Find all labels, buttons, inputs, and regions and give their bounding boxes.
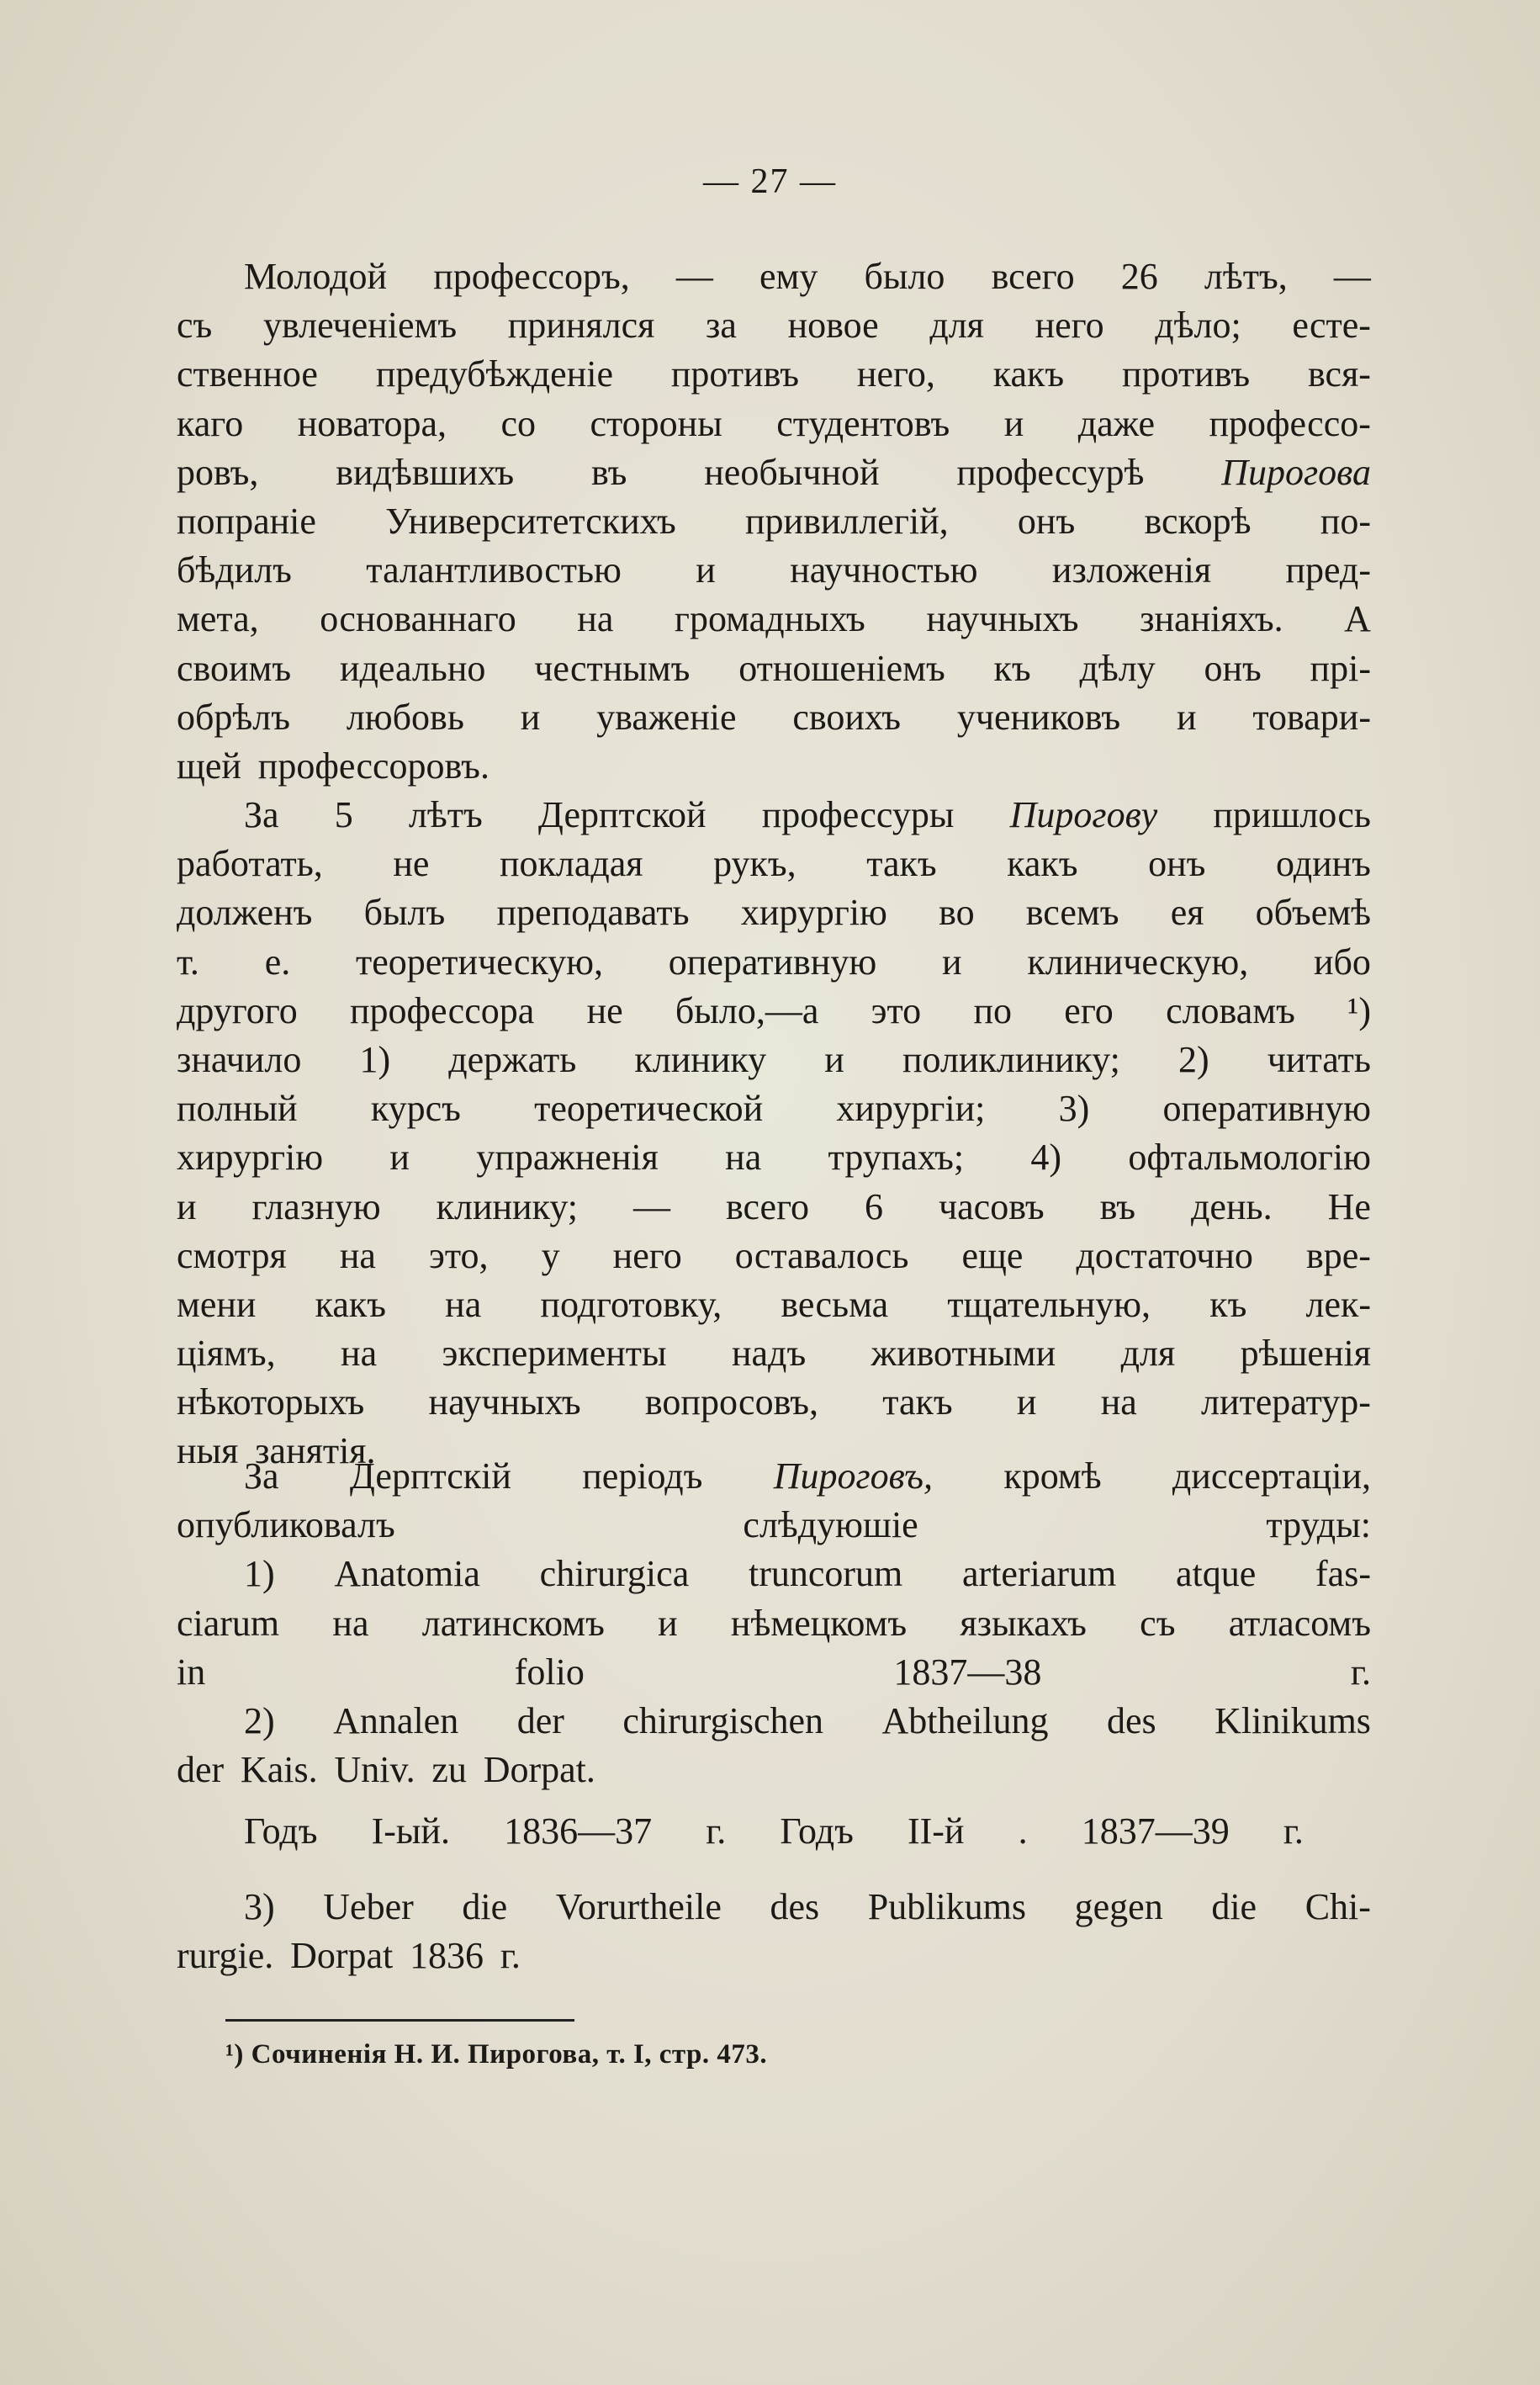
word: е. <box>264 941 291 983</box>
word: Univ. <box>334 1749 415 1791</box>
word: Dorpat <box>290 1935 394 1977</box>
word: для <box>1120 1333 1176 1375</box>
word: него <box>1035 305 1104 347</box>
word: лѣтъ <box>408 794 483 835</box>
text-line <box>177 301 1371 350</box>
text-line <box>177 1932 1371 1980</box>
word: г. <box>706 1810 727 1852</box>
word: die <box>462 1886 508 1927</box>
word: на <box>445 1283 482 1325</box>
word: научныхъ <box>926 598 1079 640</box>
word: ¹) <box>1347 989 1371 1031</box>
word: есте- <box>1292 305 1371 347</box>
text-line <box>177 840 1371 888</box>
word: труды: <box>1266 1504 1371 1546</box>
word: по- <box>1320 500 1371 542</box>
word: Kais. <box>240 1749 318 1791</box>
word: профессуры <box>761 794 955 835</box>
word: пришлось <box>1213 794 1371 835</box>
footnote: ¹) Сочиненія Н. И. Пирогова, т. I, стр. 473. <box>225 2039 768 2070</box>
word: это, <box>429 1234 489 1276</box>
word: Dorpat. <box>483 1749 595 1791</box>
word: на <box>339 1234 376 1276</box>
word: видѣвшихъ <box>336 451 515 493</box>
text-line <box>177 693 1371 742</box>
text-line <box>177 1280 1371 1329</box>
word: съ <box>1140 1602 1176 1644</box>
word: нѣкоторыхъ <box>177 1381 365 1423</box>
footnote-divider <box>225 2019 574 2022</box>
word: на <box>341 1333 378 1375</box>
word: офтальмологію <box>1128 1137 1371 1179</box>
word: въ <box>1099 1185 1136 1227</box>
word: у <box>541 1234 560 1276</box>
word: вопросовъ, <box>644 1381 818 1423</box>
word: хирургію <box>740 892 887 934</box>
word: мета, <box>177 598 259 640</box>
word: gegen <box>1074 1886 1163 1927</box>
word: одинъ <box>1275 843 1371 885</box>
word: 1) <box>359 1038 391 1080</box>
text-line <box>177 1183 1371 1232</box>
word: по <box>973 989 1013 1031</box>
word: читать <box>1267 1038 1371 1080</box>
word: Publikums <box>867 1886 1027 1927</box>
word: ciarum <box>177 1602 280 1644</box>
word: оставалось <box>734 1234 909 1276</box>
word: преподавать <box>496 892 690 934</box>
word: Abtheilung <box>881 1699 1049 1741</box>
word: весьма <box>781 1283 889 1325</box>
word: какъ <box>992 353 1065 395</box>
word: г. <box>1350 1651 1371 1693</box>
word: надъ <box>731 1333 807 1375</box>
word: отношеніемъ <box>738 647 945 689</box>
word: въ <box>590 451 627 493</box>
word: — <box>1333 256 1371 297</box>
word: основаннаго <box>320 598 516 640</box>
word: онъ <box>1204 647 1262 689</box>
word: уваженіе <box>596 696 737 738</box>
word: громадныхъ <box>674 598 865 640</box>
text-line <box>177 1329 1371 1378</box>
word: и <box>177 1185 197 1227</box>
word: какъ <box>1007 843 1078 885</box>
word: идеально <box>339 647 486 689</box>
word: Годъ <box>244 1810 318 1852</box>
text-line <box>177 1599 1371 1648</box>
word: слѣдуюшіе <box>743 1504 918 1546</box>
word: хирургіи; <box>836 1088 986 1130</box>
word: атласомъ <box>1228 1602 1371 1644</box>
word: ему <box>759 256 818 297</box>
word: всемъ <box>1025 892 1119 934</box>
word: тщательную, <box>947 1283 1151 1325</box>
text-line <box>177 1648 1371 1697</box>
word: каго <box>177 402 244 444</box>
word: на <box>725 1137 762 1179</box>
word: За <box>244 794 279 835</box>
word: 1837—38 <box>893 1651 1042 1693</box>
word: новое <box>787 305 879 347</box>
word: эксперименты <box>442 1333 667 1375</box>
word: курсъ <box>370 1088 461 1130</box>
word: занятія. <box>255 1430 376 1472</box>
word: бѣдилъ <box>177 549 292 591</box>
word: обрѣлъ <box>177 696 290 738</box>
text-line <box>177 595 1371 644</box>
text-line <box>177 546 1371 595</box>
word: на <box>577 598 614 640</box>
word: своихъ <box>792 696 901 738</box>
word: не <box>393 843 430 885</box>
word: zu <box>431 1749 467 1791</box>
word: значило <box>177 1038 302 1080</box>
word: новатора, <box>297 402 447 444</box>
word: оперативную <box>1162 1088 1371 1130</box>
word: студентовъ <box>776 402 950 444</box>
word: на <box>332 1602 369 1644</box>
word: періодъ <box>582 1455 703 1497</box>
word: ея <box>1170 892 1204 934</box>
word: стороны <box>590 402 722 444</box>
word: in <box>177 1651 206 1693</box>
word: товари- <box>1252 696 1371 738</box>
word: какъ <box>315 1283 386 1325</box>
word: во <box>939 892 975 934</box>
word: вся- <box>1308 353 1371 395</box>
word: всего <box>991 256 1075 297</box>
word: des <box>1106 1699 1156 1741</box>
word: 2) <box>1177 1038 1209 1080</box>
word: г. <box>500 1935 521 1977</box>
word: еще <box>961 1234 1024 1276</box>
word: За <box>244 1455 279 1497</box>
word: покладая <box>499 843 643 885</box>
word: 1836 <box>410 1935 484 1977</box>
word: за <box>706 305 737 347</box>
word: такъ <box>882 1381 953 1423</box>
word: Пироговъ, <box>773 1455 934 1497</box>
text-line <box>177 497 1371 546</box>
word: der <box>177 1749 225 1791</box>
word: литератур- <box>1201 1381 1371 1423</box>
text-line <box>177 1550 1371 1598</box>
word: глазную <box>251 1185 381 1227</box>
word: 3) <box>1058 1088 1090 1130</box>
text-line <box>177 1036 1371 1084</box>
text-line <box>177 1378 1371 1427</box>
word: теоретическую, <box>356 941 603 983</box>
word: Дерптской <box>537 794 706 835</box>
word: клинику <box>634 1038 767 1080</box>
word: и <box>1016 1381 1037 1423</box>
word: кромѣ <box>1003 1455 1102 1497</box>
word: работать, <box>177 843 323 885</box>
word: 6 <box>865 1185 884 1227</box>
word: изложенія <box>1051 549 1212 591</box>
text-line <box>177 1501 1371 1550</box>
word: рукъ, <box>713 843 796 885</box>
paragraph-publications <box>177 1452 1371 1794</box>
text-line <box>177 252 1371 301</box>
text-line <box>177 1452 1371 1501</box>
text-line <box>177 938 1371 987</box>
word: des <box>770 1886 820 1927</box>
word: него, <box>856 353 935 395</box>
word: arteriarum <box>962 1553 1117 1595</box>
text-line <box>177 1746 1371 1794</box>
word: необычной <box>704 451 880 493</box>
word: знаніяхъ. <box>1140 598 1283 640</box>
word: объемѣ <box>1255 892 1371 934</box>
word: животными <box>871 1333 1056 1375</box>
text-line <box>177 742 1371 791</box>
word: языкахъ <box>960 1602 1087 1644</box>
word: противъ <box>1121 353 1251 395</box>
word: . <box>1018 1810 1028 1852</box>
word: fas- <box>1315 1553 1371 1595</box>
word: Университетскихъ <box>385 500 676 542</box>
word: der <box>516 1699 564 1741</box>
word: Klinikums <box>1215 1699 1371 1741</box>
text-line <box>177 1084 1371 1133</box>
word: профессора <box>350 989 535 1031</box>
paragraph-five-years <box>177 791 1371 1476</box>
word: честнымъ <box>534 647 691 689</box>
word: 1837—39 <box>1081 1810 1230 1852</box>
word: профессо- <box>1209 402 1371 444</box>
text-line <box>177 1807 1371 1856</box>
word: любовь <box>346 696 464 738</box>
word: Молодой <box>244 256 388 297</box>
word: учениковъ <box>956 696 1121 738</box>
word: научностью <box>790 549 978 591</box>
word: клинику; <box>436 1185 578 1227</box>
word: диссертаціи, <box>1172 1455 1371 1497</box>
word: 26 <box>1120 256 1158 297</box>
word: латинскомъ <box>421 1602 605 1644</box>
word: 3) <box>244 1886 275 1927</box>
paragraph-ueber-vorurtheile <box>177 1883 1371 1980</box>
word: нѣмецкомъ <box>730 1602 908 1644</box>
word: 5 <box>334 794 353 835</box>
word: со <box>500 402 537 444</box>
word: попраніе <box>177 500 316 542</box>
text-line <box>177 1232 1371 1280</box>
word: ственное <box>177 353 318 395</box>
word: г. <box>1283 1810 1304 1852</box>
word: талантливостью <box>366 549 622 591</box>
word: подготовку, <box>540 1283 722 1325</box>
word: Ueber <box>323 1886 414 1927</box>
word: Vorurtheile <box>555 1886 722 1927</box>
word: оперативную <box>668 941 877 983</box>
word: щей <box>177 745 241 787</box>
word: и <box>658 1602 678 1644</box>
word: словамъ <box>1166 989 1295 1031</box>
text-line <box>177 888 1371 937</box>
word: Chi- <box>1305 1886 1371 1927</box>
word: часовъ <box>939 1185 1045 1227</box>
word: увлеченіемъ <box>262 305 458 347</box>
word: die <box>1211 1886 1257 1927</box>
word: Пирогову <box>1009 794 1158 835</box>
text-line <box>177 448 1371 497</box>
word: не <box>586 989 623 1031</box>
word: него <box>612 1234 682 1276</box>
word: — <box>632 1185 670 1227</box>
text-line <box>177 1883 1371 1932</box>
word: было <box>864 256 945 297</box>
word: онъ <box>1148 843 1206 885</box>
word: лѣтъ, <box>1204 256 1288 297</box>
word: было,—а <box>675 989 819 1031</box>
word: truncorum <box>748 1553 903 1595</box>
word: профессурѣ <box>956 451 1145 493</box>
word: поликлинику; <box>902 1038 1120 1080</box>
word: и <box>824 1038 844 1080</box>
word: долженъ <box>177 892 313 934</box>
word: другого <box>177 989 298 1031</box>
word: противъ <box>670 353 800 395</box>
text-line <box>177 987 1371 1036</box>
word: folio <box>514 1651 585 1693</box>
word: Anatomia <box>334 1553 480 1595</box>
year-line <box>177 1807 1371 1856</box>
word: хирургію <box>177 1137 324 1179</box>
word: II-й <box>907 1810 965 1852</box>
word: Годъ <box>780 1810 854 1852</box>
word: предубѣжденіе <box>375 353 614 395</box>
word: вре- <box>1305 1234 1371 1276</box>
word: принялся <box>507 305 655 347</box>
word: трупахъ; <box>828 1137 965 1179</box>
word: chirurgischen <box>622 1699 824 1741</box>
page-number: — 27 — <box>703 162 837 201</box>
word: Annalen <box>333 1699 459 1741</box>
word: Пирогова <box>1221 451 1371 493</box>
text-line <box>177 791 1371 840</box>
word: держать <box>448 1038 577 1080</box>
word: пред- <box>1285 549 1371 591</box>
word: это <box>871 989 922 1031</box>
text-line <box>177 1133 1371 1182</box>
word: Дерптскій <box>349 1455 511 1497</box>
word: ціямъ, <box>177 1333 276 1375</box>
word: atque <box>1175 1553 1257 1595</box>
word: прі- <box>1310 647 1371 689</box>
word: такъ <box>866 843 937 885</box>
paragraph-young-professor <box>177 252 1371 791</box>
word: научныхъ <box>428 1381 581 1423</box>
word: для <box>929 305 984 347</box>
word: rurgie. <box>177 1935 274 1977</box>
word: смотря <box>177 1234 287 1276</box>
word: и <box>942 941 962 983</box>
word: и <box>1003 402 1024 444</box>
word: профессоровъ. <box>257 745 490 787</box>
word: и <box>696 549 716 591</box>
word: опубликовалъ <box>177 1504 395 1546</box>
word: т. <box>177 941 199 983</box>
word: всего <box>725 1185 810 1227</box>
word: профессоръ, <box>433 256 630 297</box>
word: привиллегій, <box>744 500 949 542</box>
word: и <box>389 1137 410 1179</box>
word: день. <box>1191 1185 1273 1227</box>
text-line <box>177 1697 1371 1746</box>
word: дѣло; <box>1155 305 1241 347</box>
word: своимъ <box>177 647 292 689</box>
word: и <box>1177 696 1197 738</box>
word: 1836—37 <box>504 1810 653 1852</box>
word: его <box>1064 989 1114 1031</box>
word: дѣлу <box>1079 647 1156 689</box>
word: 4) <box>1030 1137 1062 1179</box>
word: Не <box>1327 1185 1371 1227</box>
word: упражненія <box>476 1137 659 1179</box>
text-line <box>177 644 1371 693</box>
word: былъ <box>363 892 446 934</box>
word: мени <box>177 1283 257 1325</box>
word: онъ <box>1017 500 1076 542</box>
word: I-ый. <box>371 1810 450 1852</box>
word: даже <box>1077 402 1156 444</box>
word: теоретической <box>534 1088 764 1130</box>
text-line <box>177 400 1371 448</box>
word: А <box>1344 598 1371 640</box>
word: клиническую, <box>1027 941 1249 983</box>
word: рѣшенія <box>1240 1333 1371 1375</box>
word: достаточно <box>1076 1234 1253 1276</box>
word: ровъ, <box>177 451 259 493</box>
word: — <box>675 256 713 297</box>
word: ибо <box>1314 941 1371 983</box>
word: вскорѣ <box>1144 500 1252 542</box>
word: съ <box>177 305 213 347</box>
word: на <box>1100 1381 1137 1423</box>
word: къ <box>1209 1283 1247 1325</box>
word: 1) <box>244 1553 275 1595</box>
word: 2) <box>244 1699 275 1741</box>
word: chirurgica <box>539 1553 690 1595</box>
word: и <box>520 696 541 738</box>
word: полный <box>177 1088 298 1130</box>
word: лек- <box>1305 1283 1371 1325</box>
word: ныя <box>177 1430 239 1472</box>
text-line <box>177 350 1371 399</box>
word: къ <box>993 647 1031 689</box>
